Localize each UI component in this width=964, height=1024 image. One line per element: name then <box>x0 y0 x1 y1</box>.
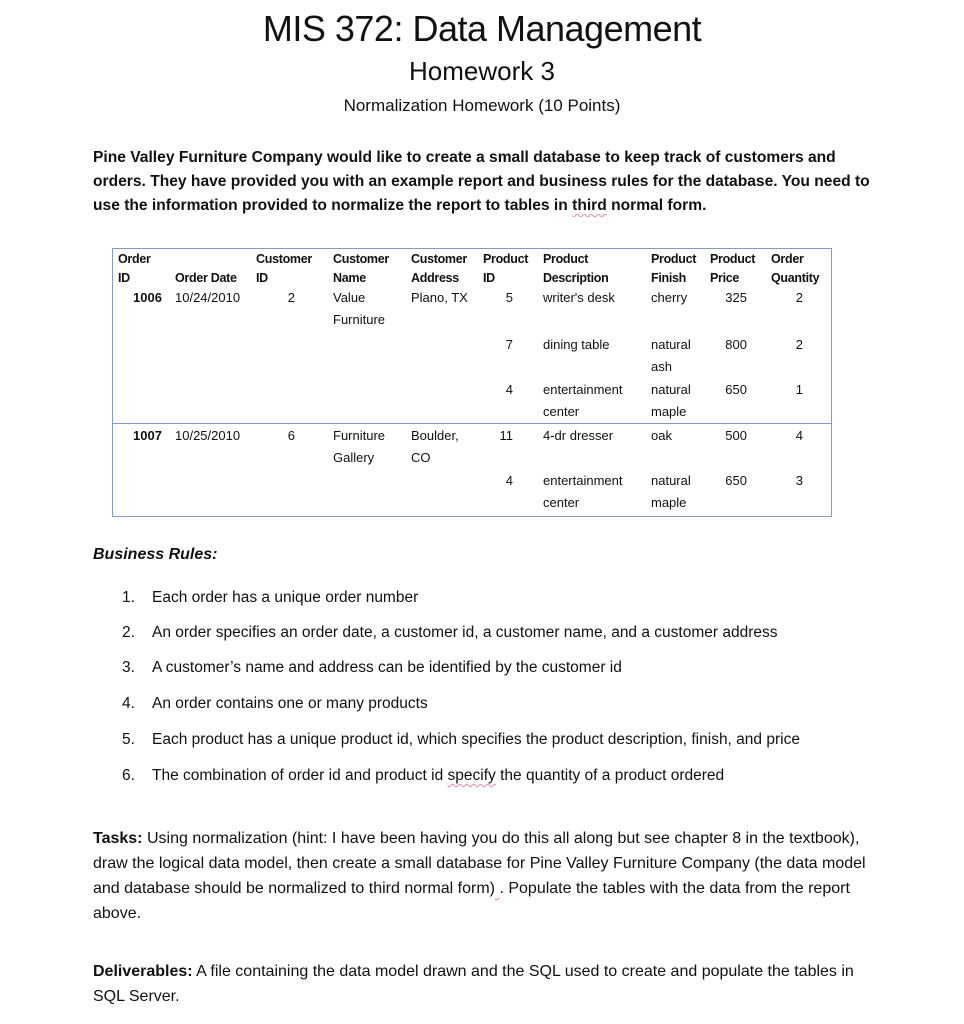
order-quantity-cell: 2 <box>795 337 803 352</box>
intro-text-after: normal form. <box>606 197 707 214</box>
header-product-id: Product ID <box>483 252 529 285</box>
order-divider <box>113 423 831 424</box>
header-customer-name: Customer Name <box>333 252 389 285</box>
customer-name-cell: Furniture Gallery <box>333 428 386 465</box>
tasks-label: Tasks: <box>93 830 143 847</box>
product-description-cell: 4-dr dresser <box>543 428 614 443</box>
order-id-cell: 1007 <box>133 428 162 443</box>
order-quantity-cell: 1 <box>795 382 803 397</box>
product-price-cell: 650 <box>725 473 747 488</box>
intro-highlight: third <box>572 197 607 214</box>
tasks-paragraph: Tasks: Using normalization (hint: I have been having you do this all along but see chapter 8 in the textbook), draw the logical data model, then create a small database for Pine Valley Furniture Company (the data model and database should be normalized to third normal form) . Populate the tables with the data from the report above. <box>93 830 866 922</box>
intro-paragraph <box>93 146 883 218</box>
product-id-cell: 4 <box>505 382 513 397</box>
product-id-cell: 11 <box>499 428 513 443</box>
header-order-id: Order ID <box>118 252 151 285</box>
document-subtitle: Homework 3 <box>409 56 555 86</box>
order-quantity-cell: 4 <box>795 428 803 443</box>
product-id-cell: 7 <box>505 337 513 352</box>
header-order-quantity: Order Quantity <box>771 252 820 285</box>
product-price-cell: 325 <box>725 290 747 305</box>
product-description-cell: writer's desk <box>543 290 615 305</box>
product-id-cell: 5 <box>505 290 513 305</box>
product-price-cell: 650 <box>725 382 747 397</box>
product-description-cell: entertainment center <box>543 382 623 419</box>
business-rules-title: Business Rules: <box>93 546 218 563</box>
order-quantity-cell: 3 <box>795 473 803 488</box>
customer-address-cell: Plano, TX <box>411 290 468 305</box>
document-subsubtitle: Normalization Homework (10 Points) <box>343 96 621 115</box>
product-price-cell: 800 <box>725 337 747 352</box>
product-description-cell: dining table <box>543 337 610 352</box>
header-order-date: Order Date <box>175 271 237 285</box>
deliverables-paragraph: Deliverables: A file containing the data model drawn and the SQL used to create and populate the tables in SQL Server. <box>93 963 854 1005</box>
header-customer-address: Customer Address <box>411 252 467 285</box>
order-quantity-cell: 2 <box>795 290 803 305</box>
business-rule-item: 2. An order specifies an order date, a customer id, a customer name, and a customer address <box>122 624 778 641</box>
business-rule-item: 4. An order contains one or many products <box>122 695 428 712</box>
header-product-finish: Product Finish <box>651 252 697 285</box>
product-finish-cell: oak <box>651 428 672 443</box>
product-id-cell: 4 <box>505 473 513 488</box>
header-customer-id: Customer ID <box>256 252 312 285</box>
business-rule-item: 5. Each product has a unique product id, which specifies the product description, finish, and price <box>122 731 800 748</box>
customer-id-cell: 6 <box>287 428 295 443</box>
order-date-cell: 10/25/2010 <box>175 428 241 443</box>
header-product-price: Product Price <box>710 252 756 285</box>
customer-name-cell: Value Furniture <box>333 290 386 327</box>
document-title: MIS 372: Data Management <box>262 8 702 49</box>
customer-address-cell: Boulder, CO <box>411 428 459 465</box>
product-finish-cell: natural maple <box>651 382 691 419</box>
intro-text-before: Pine Valley Furniture Company would like to create a small database to keep track of customers and orders. They have provided you with an example report and business rules for the database. You need to use the information provided to normalize the report to tables in <box>93 149 870 214</box>
order-date-cell: 10/24/2010 <box>175 290 241 305</box>
product-finish-cell: natural ash <box>651 337 691 374</box>
order-id-cell: 1006 <box>133 290 162 305</box>
product-finish-cell: cherry <box>651 290 688 305</box>
business-rule-item: 6. The combination of order id and product id specify the quantity of a product ordered <box>122 767 725 784</box>
deliverables-label: Deliverables: <box>93 963 193 980</box>
business-rule-item: 3. A customer’s name and address can be identified by the customer id <box>122 659 622 676</box>
header-product-description: Product Description <box>543 252 609 285</box>
business-rule-item: 1. Each order has a unique order number <box>122 589 419 606</box>
report-table <box>112 248 832 517</box>
product-finish-cell: natural maple <box>651 473 691 510</box>
product-description-cell: entertainment center <box>543 473 623 510</box>
product-price-cell: 500 <box>725 428 747 443</box>
customer-id-cell: 2 <box>287 290 295 305</box>
